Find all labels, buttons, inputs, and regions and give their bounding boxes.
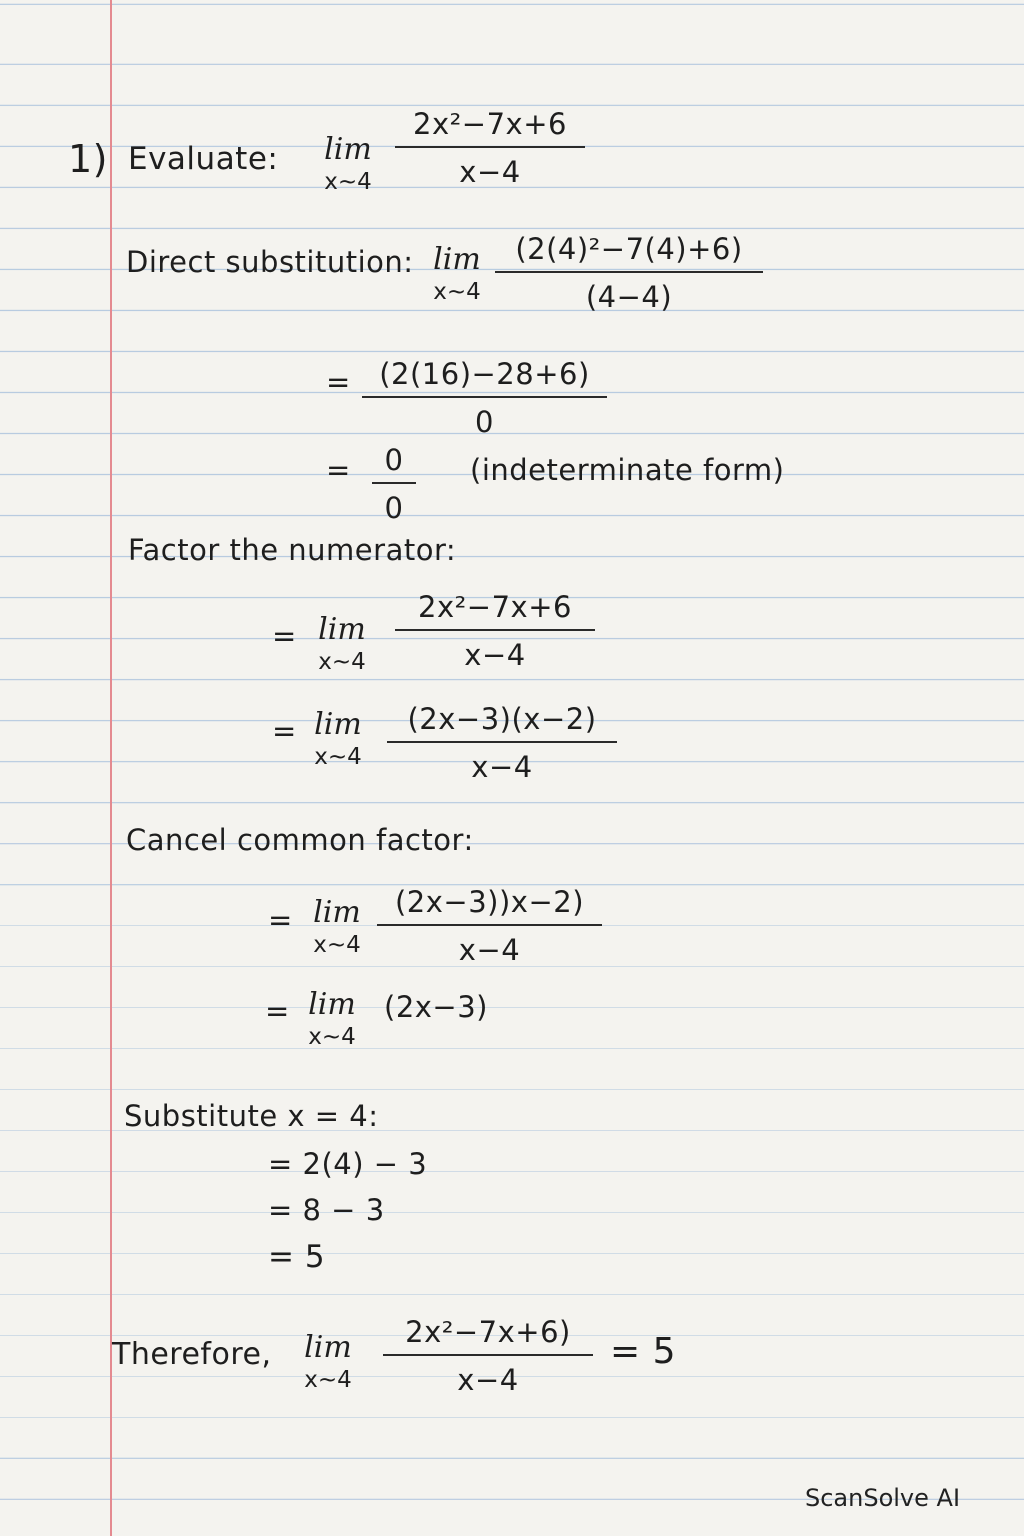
lim-word: lim — [304, 1330, 352, 1365]
equals-sign: = — [272, 714, 297, 748]
equals-sign: = — [272, 619, 297, 653]
limit-operator — [308, 132, 388, 195]
numerator: 0 — [384, 443, 404, 477]
factored-fraction — [387, 702, 617, 784]
zero-over-zero — [372, 443, 416, 525]
limit-operator — [288, 1330, 368, 1393]
numerator: (2(4)²−7(4)+6) — [515, 232, 743, 266]
numerator: (2x−3)(x−2) — [407, 702, 597, 736]
substitution-line-2: = 8 − 3 — [268, 1193, 385, 1227]
numerator: (2(16)−28+6) — [379, 357, 590, 391]
lim-subscript: x∼4 — [433, 279, 481, 305]
limit-operator — [298, 707, 378, 770]
evaluated-fraction — [362, 357, 607, 439]
indeterminate-note: (indeterminate form) — [470, 453, 785, 487]
fraction-bar — [372, 482, 416, 484]
scansolve-watermark: ScanSolve AI — [805, 1484, 961, 1512]
denominator: x−4 — [464, 638, 526, 672]
lim-word: lim — [318, 612, 366, 647]
denominator: x−4 — [471, 750, 533, 784]
equals-sign: = — [326, 365, 351, 399]
original-fraction — [395, 590, 595, 672]
cancel-heading: Cancel common factor: — [126, 823, 474, 857]
lim-subscript: x∼4 — [314, 744, 362, 770]
lim-subscript: x∼4 — [324, 169, 372, 195]
cancel-fraction — [377, 885, 602, 967]
substitution-fraction — [495, 232, 763, 314]
equals-sign: = — [265, 994, 290, 1028]
substitution-line-1: = 2(4) − 3 — [268, 1147, 428, 1181]
denominator: 0 — [384, 491, 404, 525]
lim-subscript: x∼4 — [304, 1367, 352, 1393]
denominator: 0 — [475, 405, 494, 439]
denominator: x−4 — [458, 933, 521, 967]
lim-subscript: x∼4 — [318, 649, 366, 675]
fraction-bar — [395, 629, 595, 631]
direct-substitution-heading: Direct substitution: — [126, 245, 414, 279]
lim-word: lim — [308, 987, 356, 1022]
lim-word: lim — [433, 242, 481, 277]
limit-operator — [292, 987, 372, 1050]
lim-word: lim — [313, 895, 361, 930]
margin-line — [110, 0, 112, 1536]
fraction-bar — [377, 924, 602, 926]
denominator: (4−4) — [585, 280, 673, 314]
limit-operator — [297, 895, 377, 958]
fraction-bar — [387, 741, 617, 743]
conclusion-label: Therefore, — [112, 1337, 272, 1372]
fraction-bar — [362, 396, 607, 398]
numerator: (2x−3))x−2) — [394, 885, 585, 919]
denominator: x−4 — [459, 155, 521, 189]
fraction-bar — [495, 271, 763, 273]
denominator: x−4 — [457, 1363, 519, 1397]
limit-operator — [302, 612, 382, 675]
substitute-heading: Substitute x = 4: — [124, 1099, 379, 1133]
limit-operator — [417, 242, 497, 305]
expression-fraction — [395, 107, 585, 189]
problem-number: 1) — [68, 137, 109, 181]
lim-word: lim — [314, 707, 362, 742]
lim-word: lim — [324, 132, 372, 167]
lim-subscript: x∼4 — [313, 932, 361, 958]
factor-heading: Factor the numerator: — [128, 533, 457, 567]
final-result: = 5 — [610, 1331, 677, 1372]
substitution-line-3: = 5 — [268, 1239, 326, 1275]
fraction-bar — [395, 146, 585, 148]
numerator: 2x²−7x+6 — [413, 107, 567, 141]
numerator: 2x²−7x+6 — [418, 590, 572, 624]
equals-sign: = — [268, 903, 293, 937]
conclusion-fraction — [383, 1315, 593, 1397]
lim-subscript: x∼4 — [308, 1024, 356, 1050]
fraction-bar — [383, 1354, 593, 1356]
equals-sign: = — [326, 453, 351, 487]
evaluate-label: Evaluate: — [128, 141, 279, 177]
numerator: 2x²−7x+6) — [405, 1315, 571, 1349]
simplified-expression: (2x−3) — [384, 990, 488, 1024]
